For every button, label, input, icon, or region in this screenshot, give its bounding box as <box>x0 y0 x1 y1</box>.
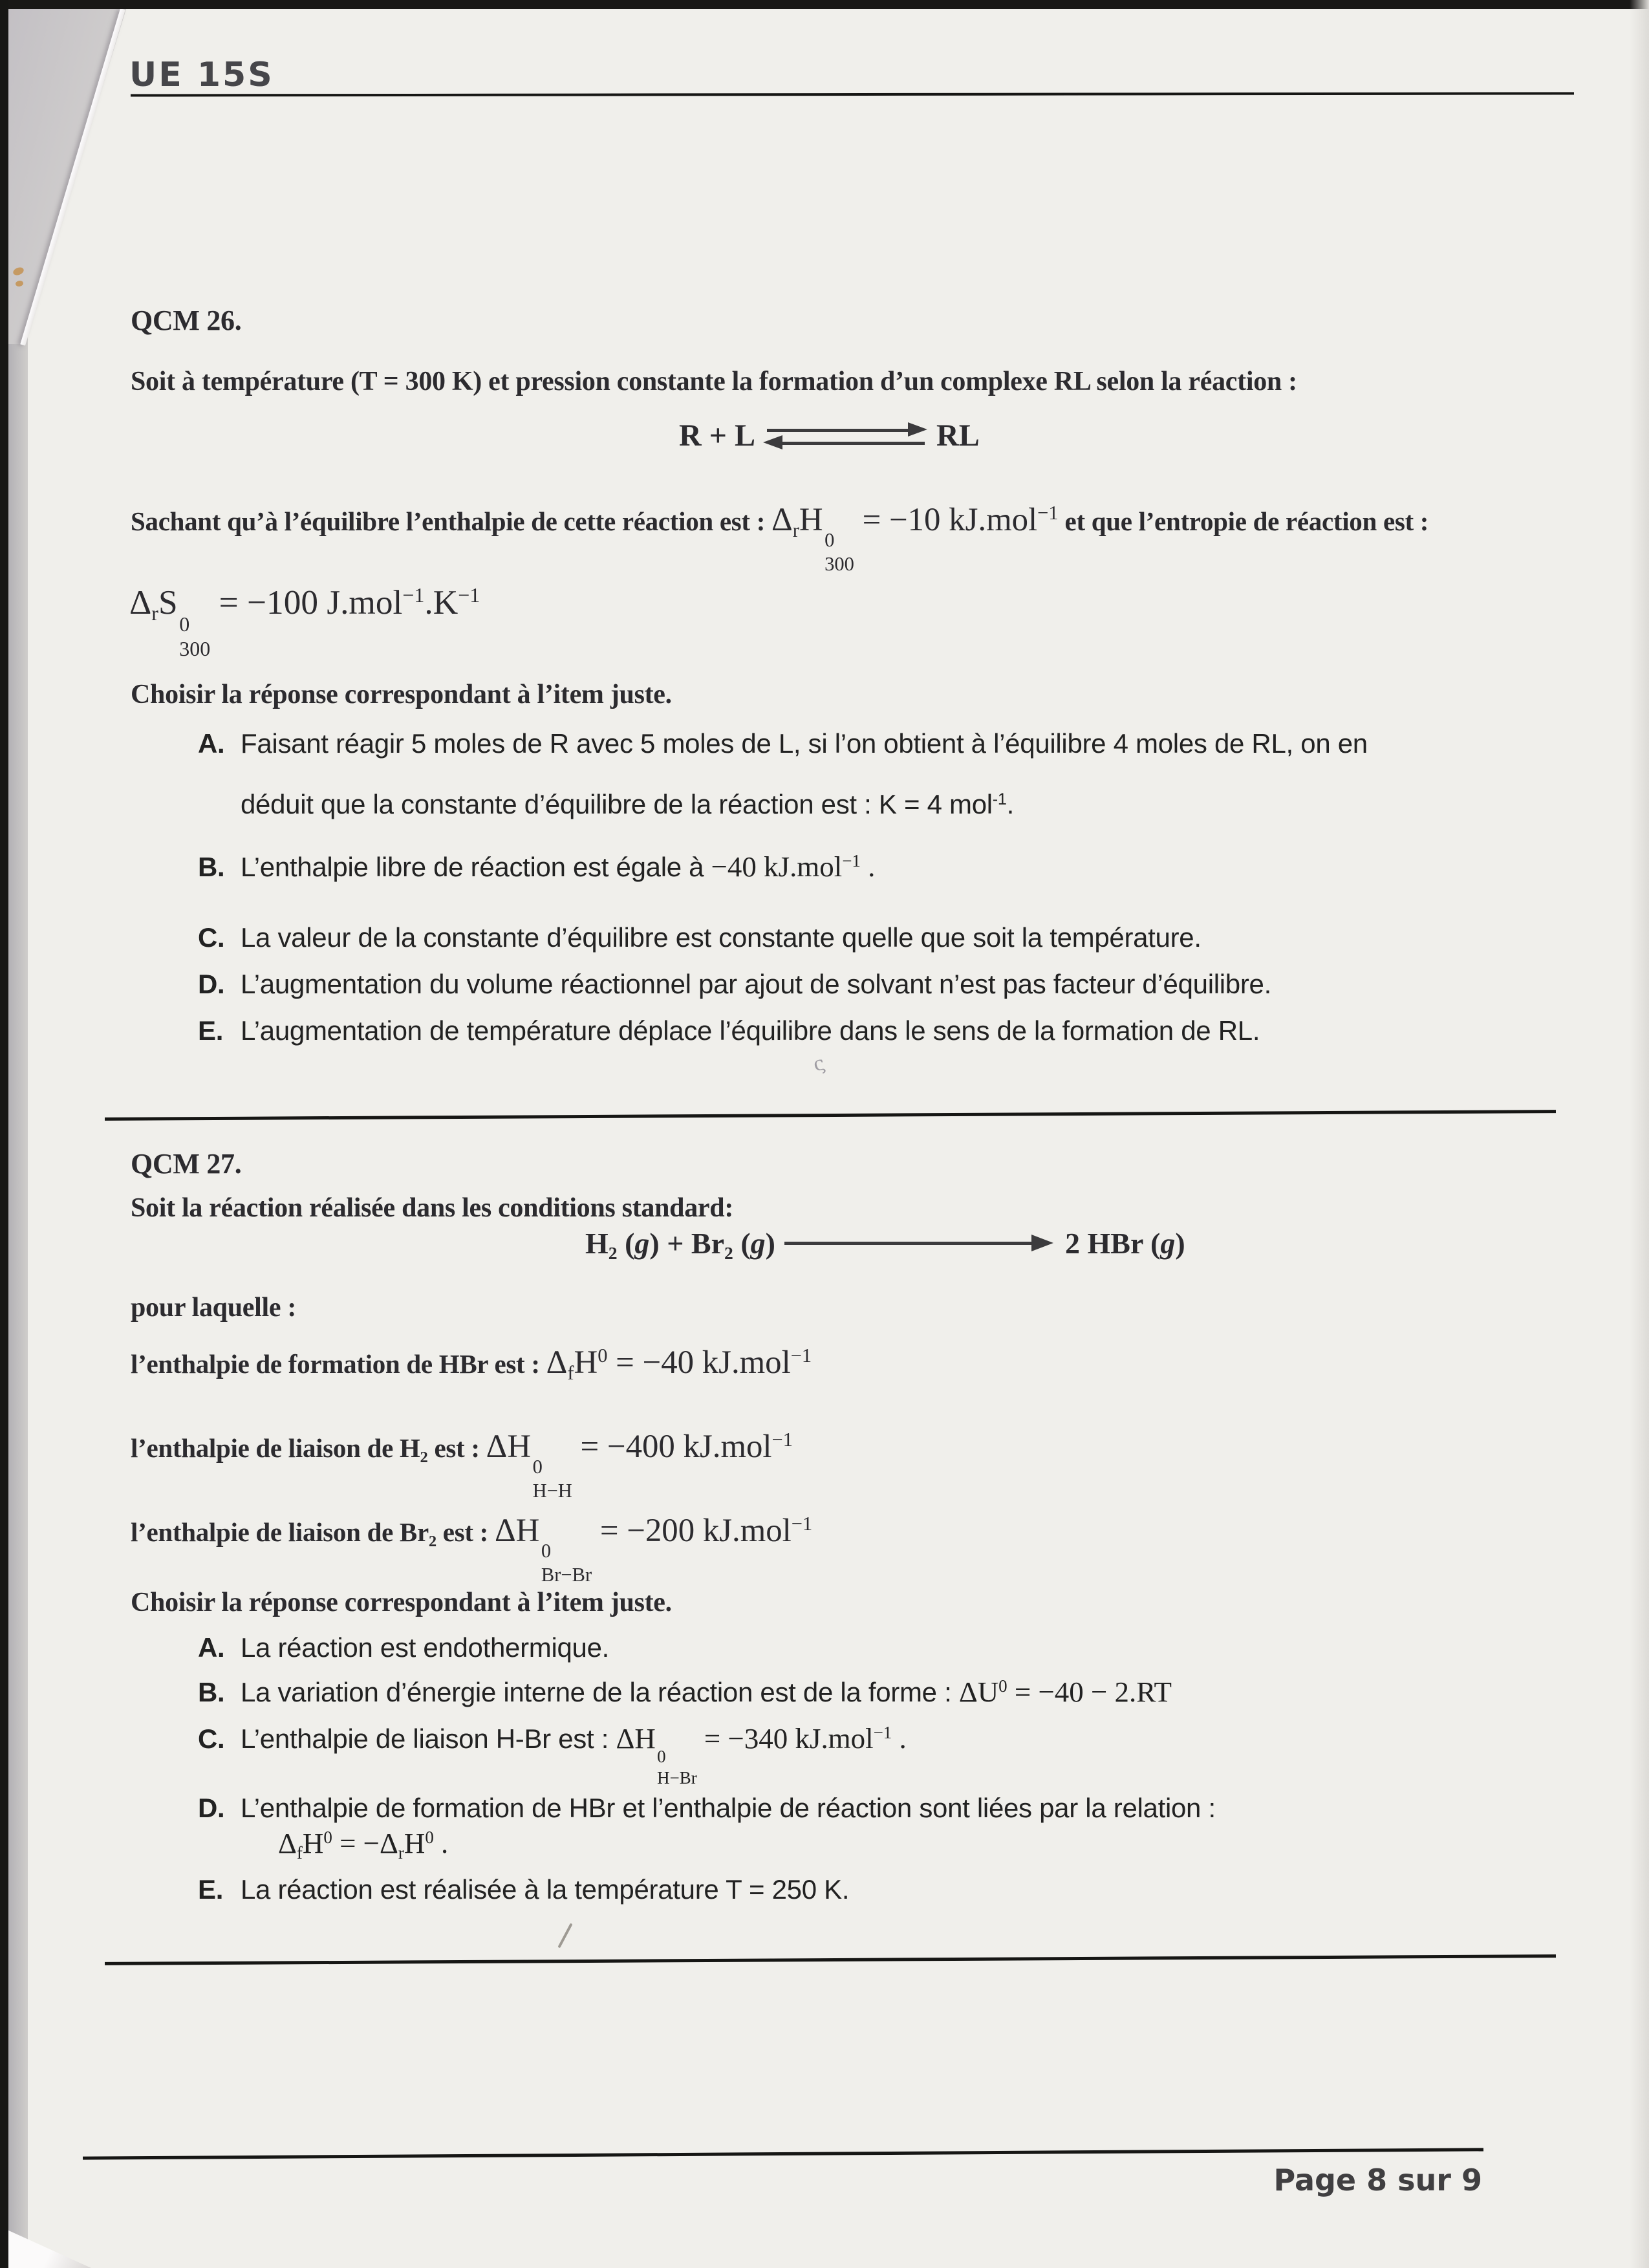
qcm27-br2-bond-enthalpy: l’enthalpie de liaison de Br2 est : ΔH 0 Br−Br = −200 kJ.mol$^{-1}$ <box>131 1512 813 1586</box>
qcm26-item-b <box>198 848 875 885</box>
qcm26-intro: Soit à température (T = 300 K) et pression constante la formation d’un complexe RL selon la réaction : <box>131 367 1297 396</box>
scan-left-edge <box>0 0 8 2268</box>
page-indicator: Page 8 sur 9 <box>1273 2163 1482 2198</box>
equilibrium-arrows-icon <box>764 421 927 451</box>
item-label: D. <box>198 1793 225 1823</box>
reaction-right-species: 2 HBr (g) <box>1065 1227 1185 1260</box>
reaction-right-species: RL <box>936 418 980 453</box>
scan-right-edge <box>1630 0 1649 2268</box>
scan-left-gray-band <box>8 9 28 2268</box>
qcm27-item-c <box>198 1720 907 1787</box>
qcm27-formation-enthalpy: l’enthalpie de formation de HBr est : ΔfH$^0$ = −40 kJ.mol$^{-1}$ <box>131 1344 812 1384</box>
item-text: L’enthalpie de formation de HBr et l’enthalpie de réaction sont liées par la relation : <box>241 1793 1216 1823</box>
qcm27-h2-bond-enthalpy: l’enthalpie de liaison de H2 est : ΔH 0 H−H = −400 kJ.mol$^{-1}$ <box>131 1428 793 1502</box>
item-label: B. <box>198 852 225 882</box>
item-text: déduit que la constante d’équilibre de la réaction est : K = 4 mol$^{-1}$. <box>241 789 1014 819</box>
qcm26-item-d <box>198 967 1271 1002</box>
item-label: B. <box>198 1677 225 1707</box>
item-text: L’enthalpie de liaison H-Br est : ΔH 0 H−Br = −340 kJ.mol$^{-1}$ . <box>241 1722 907 1787</box>
reaction-left-species: H2 (g) + Br2 (g) <box>585 1227 775 1263</box>
qcm27-item-a <box>198 1631 609 1665</box>
pen-squiggle-mark: ς <box>810 1052 828 1077</box>
qcm27-item-d <box>198 1791 1216 1826</box>
scanned-page <box>18 9 1649 2268</box>
scan-top-edge <box>0 0 1649 9</box>
qcm27-item-e <box>198 1873 849 1907</box>
item-label: E. <box>198 1015 224 1046</box>
item-label: C. <box>198 1723 225 1754</box>
qcm27-reaction-equation <box>585 1227 1185 1263</box>
qcm26-title: QCM 26. <box>131 305 242 336</box>
item-text: L’augmentation de température déplace l’équilibre dans le sens de la formation de RL. <box>241 1015 1260 1046</box>
qcm26-instruction: Choisir la réponse correspondant à l’item juste. <box>131 680 672 709</box>
reaction-arrow-icon <box>784 1230 1056 1257</box>
qcm26-entropy-formula: ΔrS 0 300 = −100 $J.mol^{-1}.K^{-1}$ <box>129 583 480 661</box>
qcm27-item-d-formula <box>278 1825 448 1861</box>
qcm27-intro: Soit la réaction réalisée dans les conditions standard: <box>131 1193 734 1223</box>
item-text: La réaction est réalisée à la température T = 250 K. <box>241 1874 850 1905</box>
item-text: La valeur de la constante d’équilibre est constante quelle que soit la température. <box>241 922 1202 953</box>
qcm26-item-c <box>198 921 1202 955</box>
item-text: L’augmentation du volume réactionnel par ajout de solvant n’est pas facteur d’équilibre. <box>241 969 1271 999</box>
qcm26-reaction-equation <box>679 420 980 451</box>
item-text: ΔfH$^0$ = −ΔrH$^0$ . <box>278 1827 449 1863</box>
qcm27-item-b <box>198 1674 1172 1710</box>
qcm27-instruction: Choisir la réponse correspondant à l’item juste. <box>131 1588 672 1617</box>
qcm26-item-a <box>198 727 1368 761</box>
qcm26-item-e <box>198 1014 1260 1048</box>
qcm26-item-a-line2 <box>241 788 1014 822</box>
item-label: D. <box>198 969 225 999</box>
item-text: La variation d’énergie interne de la réaction est de la forme : $\Delta U^0 = -40 - 2.RT$ <box>241 1676 1172 1708</box>
qcm27-for-which: pour laquelle : <box>131 1293 297 1323</box>
item-text: L’enthalpie libre de réaction est égale à −40 kJ.mol$^{-1}$ . <box>241 850 876 883</box>
item-text: Faisant réagir 5 moles de R avec 5 moles de L, si l’on obtient à l’équilibre 4 moles de RL, on en <box>241 728 1368 759</box>
course-code: UE 15S <box>129 56 274 94</box>
item-label: E. <box>198 1874 224 1905</box>
qcm27-title: QCM 27. <box>131 1148 242 1180</box>
qcm26-enthalpy-statement: Sachant qu’à l’équilibre l’enthalpie de cette réaction est : ΔrH 0 300 = −10 kJ.mol$^{-1}$ et que l’entropie de réaction est : <box>131 501 1429 575</box>
item-label: C. <box>198 922 225 953</box>
reaction-left-species: R + L <box>679 418 756 453</box>
item-text: La réaction est endothermique. <box>241 1632 610 1663</box>
item-label: A. <box>198 1632 225 1663</box>
item-label: A. <box>198 728 225 759</box>
